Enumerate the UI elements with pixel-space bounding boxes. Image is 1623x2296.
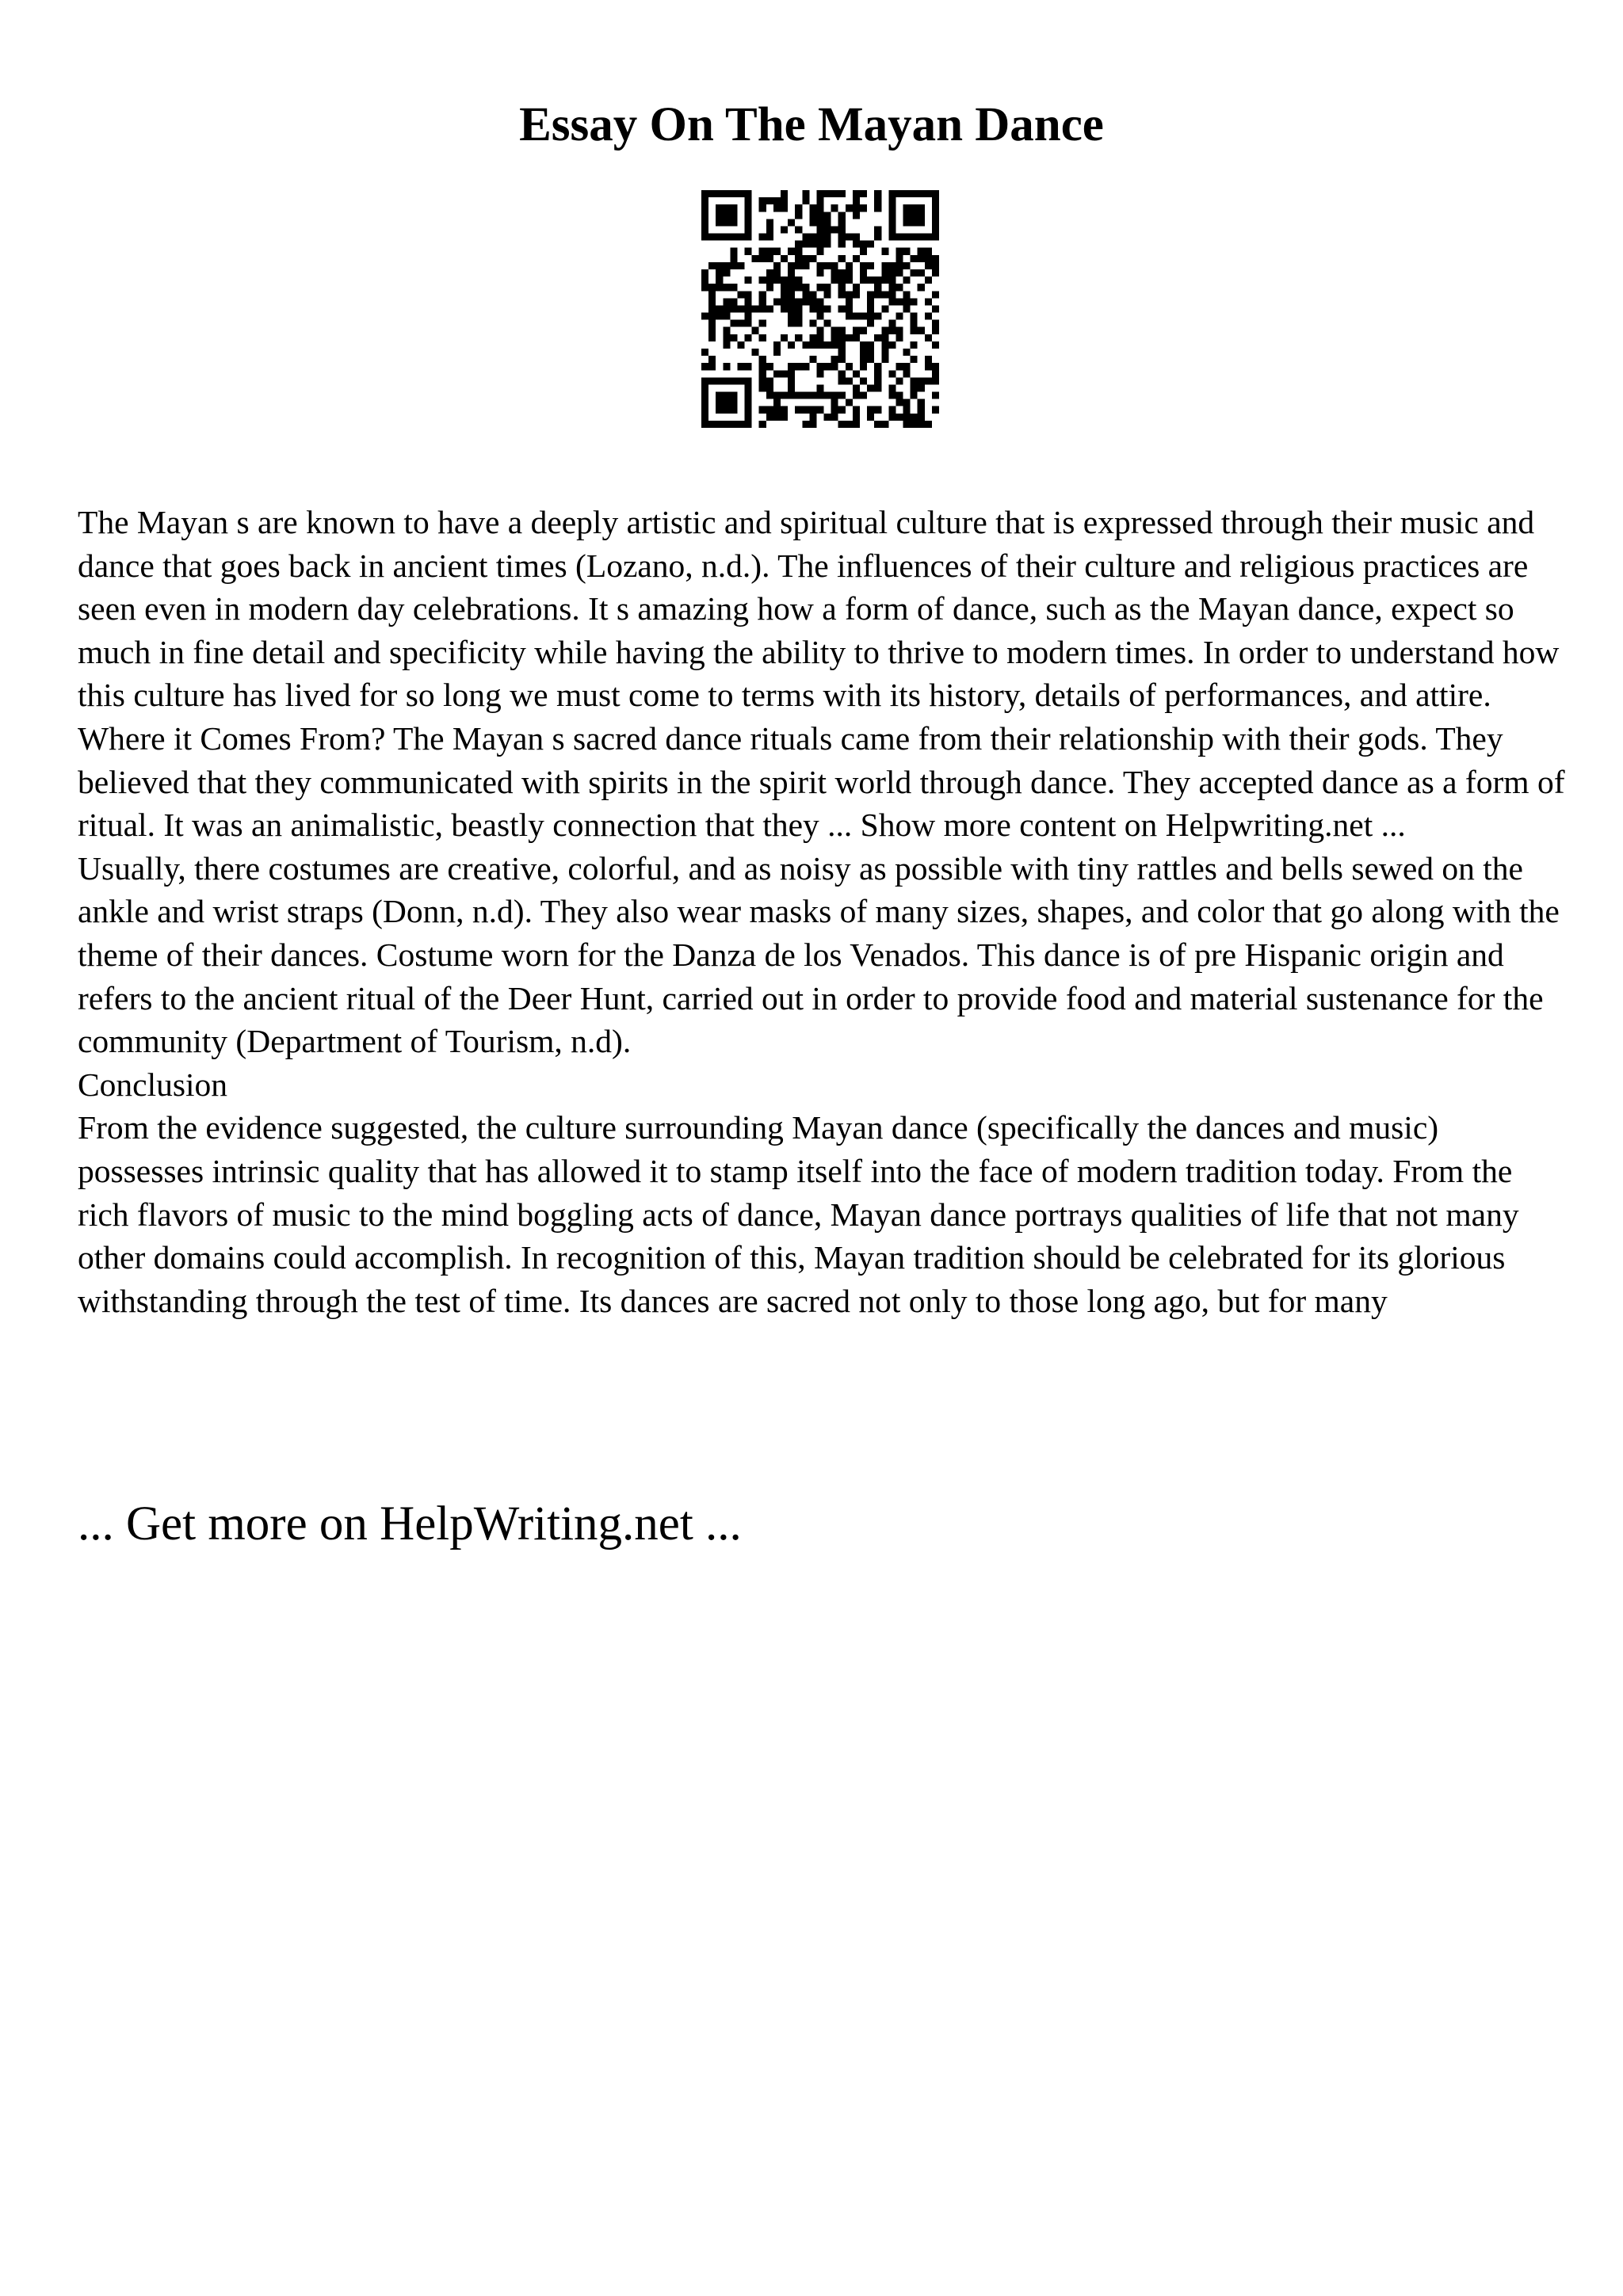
paragraph-costumes: Usually, there costumes are creative, colorful, and as noisy as possible with tiny rattles and bells sewed on the ankle and wrist straps (Donn, n.d). They also wear masks of many sizes, shapes, and color that go along with the theme of their dances. Costume worn for the Danza de los Venados. This dance is of pre Hispanic origin and refers to the ancient ritual of the Deer Hunt, carried out in order to provide food and material sustenance for the community (Department of Tourism, n.d). [78, 849, 1560, 1060]
paragraph-intro: The Mayan s are known to have a deeply artistic and spiritual culture that is expressed through their music and dance that goes back in ancient times (Lozano, n.d.). The influences of their culture and religious practices are seen even in modern day celebrations. It s amazing how a form of dance, such as the Mayan dance, expect so much in fine detail and specificity while having the ability to thrive to modern times. In order to understand how this culture has lived for so long we must come to terms with its history, details of performances, and attire. [78, 504, 1560, 714]
essay-body [78, 501, 1568, 1322]
page-title: Essay On The Mayan Dance [519, 98, 1104, 151]
section-heading-conclusion: Conclusion [78, 1066, 228, 1103]
paragraph-conclusion: From the evidence suggested, the culture surrounding Mayan dance (specifically the dances and music) possesses intrinsic quality that has allowed it to stamp itself into the face of modern tradition today. From the rich flavors of music to the mind boggling acts of dance, Mayan dance portrays qualities of life that not many other domains could accomplish. In recognition of this, Mayan tradition should be celebrated for its glorious withstanding through the test of time. Its dances are sacred not only to those long ago, but for many [78, 1109, 1519, 1319]
qr-code-icon [701, 190, 939, 428]
get-more-link[interactable]: ... Get more on HelpWriting.net ... [78, 1497, 742, 1550]
paragraph-origin: Where it Comes From? The Mayan s sacred dance rituals came from their relationship with their gods. They believed that they communicated with spirits in the spirit world through dance. They accepted dance as a form of ritual. It was an animalistic, beastly connection that they ... Show more content on Helpwriting.net ... [78, 719, 1565, 844]
